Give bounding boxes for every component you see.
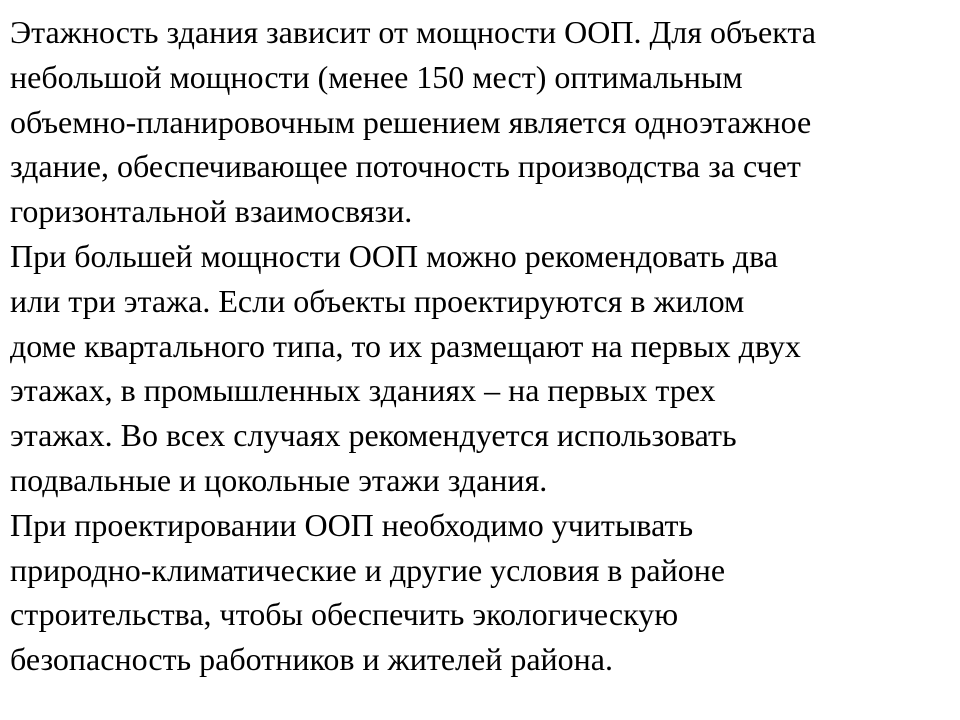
text-line: строительства, чтобы обеспечить экологическую [10,596,679,633]
text-line: Этажность здания зависит от мощности ООП. Для объекта [10,14,816,50]
slide-text-body [10,10,946,682]
text-line: При большей мощности ООП можно рекомендовать два [10,237,778,274]
paragraph-design-conditions [10,503,946,682]
paragraph-larger-capacity [10,234,946,503]
text-line: или три этажа. Если объекты проектируются в жилом [10,282,745,319]
paragraph-floors-by-capacity [10,10,946,234]
text-line: здание, обеспечивающее поточность производства за счет [10,148,801,185]
text-line: горизонтальной взаимосвязи. [10,193,413,230]
text-line: объемно-планировочным решением является одноэтажное [10,103,812,140]
text-line: При проектировании ООП необходимо учитывать [10,506,694,543]
text-line: природно-климатические и другие условия в районе [10,551,726,588]
text-line: безопасность работников и жителей района. [10,641,613,678]
text-line: доме квартального типа, то их размещают на первых двух [10,327,801,364]
text-line: этажах. Во всех случаях рекомендуется использовать [10,417,737,454]
text-line: небольшой мощности (менее 150 мест) оптимальным [10,58,743,95]
text-line: подвальные и цокольные этажи здания. [10,461,548,498]
text-line: этажах, в промышленных зданиях – на первых трех [10,372,716,409]
